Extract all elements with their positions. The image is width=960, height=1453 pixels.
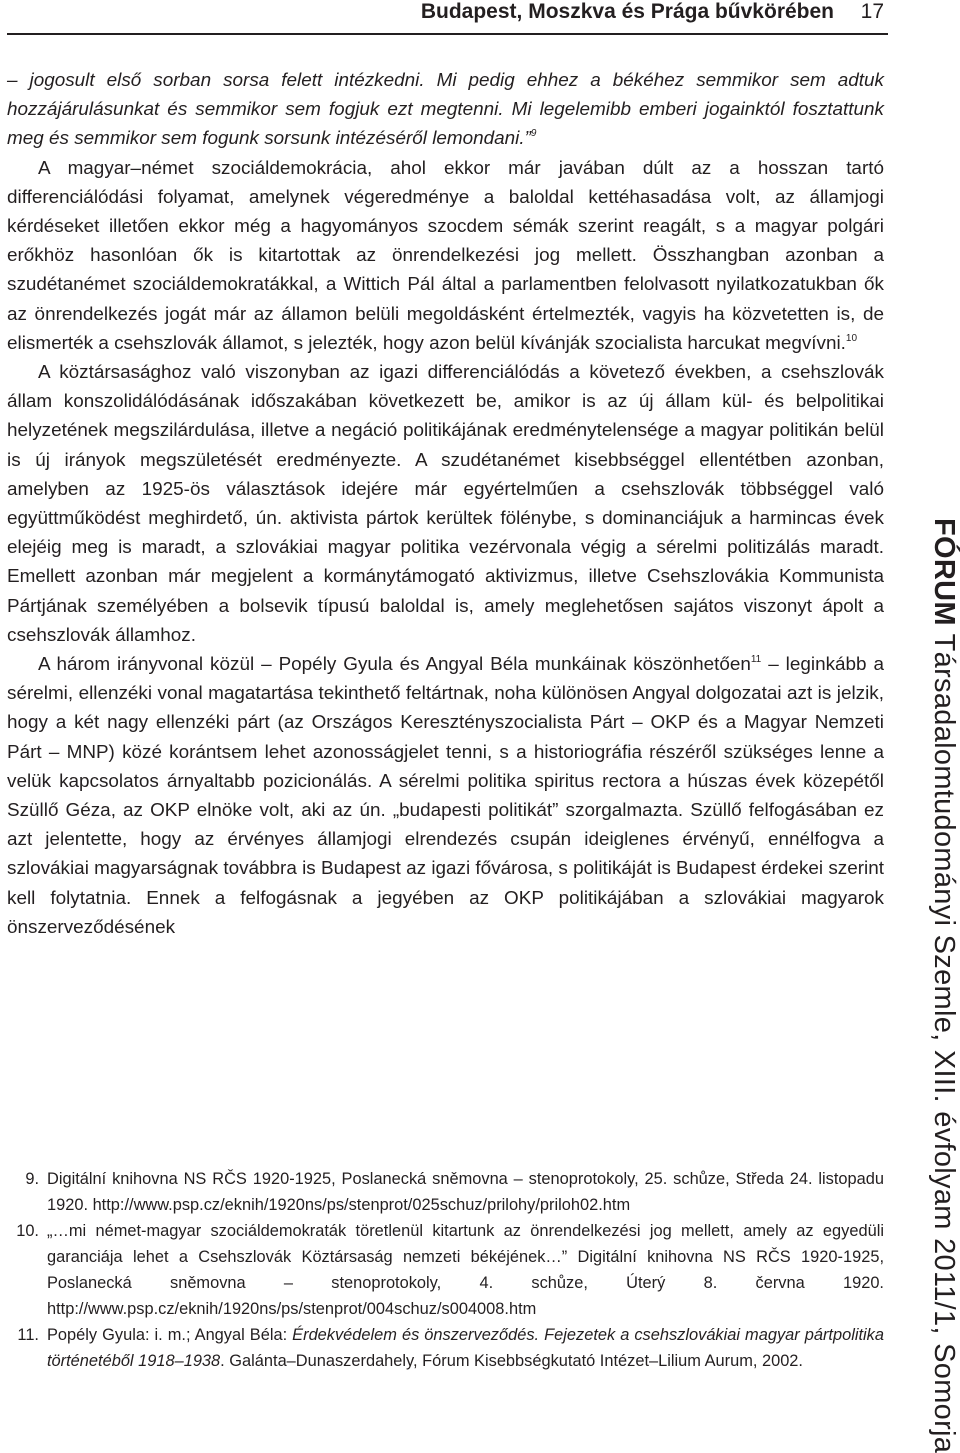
main-text [7, 66, 884, 942]
journal-info: Társadalomtudományi Szemle, XIII. évfolyam 2011/1, Somorja [928, 625, 960, 1453]
footnote-text-continued: . Galánta–Dunaszerdahely, Fórum Kisebbségkutató Intézet–Lilium Aurum, 2002. [220, 1352, 803, 1370]
footnote-number: 10. [16, 1222, 39, 1240]
page-number: 17 [860, 0, 884, 23]
paragraph-text: A három irányvonal közül – Popély Gyula és Angyal Béla munkáinak köszönhetően [38, 654, 751, 676]
footnote-number: 11. [17, 1326, 39, 1344]
footnote-text: Digitální knihovna NS RČS 1920-1925, Poslanecká sněmovna – stenoprotokoly, 25. schůze, Středa 24. listopadu 1920. http://www.psp.cz/eknih/1920ns/ps/stenprot/025schuz/prilohy/priloh02.htm [47, 1170, 884, 1214]
footnote-book-title: Érdekvédelem és önszerveződés. Fejezetek a csehszlovákiai magyar pártpolitika történetéből 1918–1938 [47, 1326, 884, 1370]
paragraph-text-continued: – leginkább a sérelmi, ellenzéki vonal magatartása tekinthető feltártnak, noha különösen Angyal dolgozatai azt is jelzik, hogy a két nagy ellenzéki párt (az Országos Keresztényszocialista Párt – OKP és a Magyar Nemzeti Párt – MNP) közé korántsem lehet azonosságjelet tenni, s a historiográfia részéről szükséges lenne a velük kapcsolatos árnyaltabb pozicionálás. A sérelmi politika spiritus rectora a húszas évek közepétől Szüllő Géza, az OKP elnöke volt, aki az ún. „budapesti politikát” szorgalmazta. Szüllő felfogásában ez azt jelentette, hogy az érvényes államjogi elrendezés csupán ideiglenes érvényű, ennélfogva a szlovákiai magyarságnak továbbra is Budapest az igazi fővárosa, s politikáját is Budapest érdekei szerint kell folytatnia. Ennek a felfogásnak a jegyében az OKP politikájában a szlovákiai magyarok önszerveződésének [7, 654, 884, 938]
footnote-10 [7, 1218, 884, 1322]
footnotes [7, 1166, 884, 1374]
paragraph-republic-relations: A köztársasághoz való viszonyban az igazi differenciálódás a követező években, a csehszlovák állam konszolidálódásának időszakában következett be, amikor is az új állam kül- és belpolitikai helyzetének megszilárdulása, illetve a negáció politikájának eredménytelensége a magyar politikán belül is új irányok megszületését eredményezte. A szudétanémet kisebbséggel ellentétben azonban, amelyben az 1925-ös választások idejére már egyértelműen a csehszlovák többséggel való együttműködést meghirdető, ún. aktivista pártok kerültek fölénybe, s dominanciájuk a harmincas évek elejéig meg is maradt, a szlovákiai magyar politika vezérvonala végig a sérelmi politizálás maradt. Emellett azonban már megjelent a kormánytámogató aktivizmus, illetve Csehszlovákia Kommunista Pártjának személyében a bolsevik típusú baloldal is, amely meglehetősen sajátos viszonyt ápolt a csehszlovák államhoz. [7, 362, 884, 646]
footnote-ref-10[interactable]: 10 [845, 332, 858, 344]
quote-text: – jogosult első sorban sorsa felett intézkedni. Mi pedig ehhez a békéhez semmikor sem adtuk hozzájárulásunkat és semmikor sem fogjuk ezt megtenni. Mi legelemibb emberi jogainktól fosztattunk meg és semmikor sem fogunk sorsunk intézéséről lemondani.” [7, 70, 884, 150]
quote-paragraph [7, 66, 884, 154]
paragraph-text: A magyar–német szociáldemokrácia, ahol ekkor már javában dúlt az a hosszan tartó differenciálódási folyamat, amelynek végeredménye a baloldal kettéhasadása volt, az államjogi kérdéseket illetően ekkor még a hagyományos szocdem sémák szerint reagált, s a magyar polgári erőkhöz hasonlóan ők is kitartottak az önrendelkezési jog mellett. Összhangban azonban a szudétanémet szociáldemokratákkal, a Wittich Pál által a parlamentben felolvasott nyilatkozatukban ők az önrendelkezés jogát már az államon belüli megoldásként értelmezték, vagyis ha közvetetten is, de elismerték a csehszlovák államot, s jelezték, hogy azon belül kívánják szocialista harcukat megvívni. [7, 157, 884, 354]
running-header-title: Budapest, Moszkva és Prága bűvkörében [420, 0, 834, 23]
journal-brand: FÓRUM [928, 518, 960, 626]
footnote-9 [7, 1166, 884, 1218]
footnote-ref-9[interactable]: 9 [530, 128, 537, 140]
paragraph-three-directions [7, 650, 884, 942]
paragraph-social-democracy [7, 154, 884, 358]
footnote-number: 9. [25, 1170, 39, 1188]
footnote-11 [7, 1322, 884, 1374]
header-divider [7, 33, 888, 35]
footnote-text: Popély Gyula: i. m.; Angyal Béla: [47, 1326, 293, 1344]
journal-sidebar [924, 518, 960, 1453]
footnote-text: „…mi német-magyar szociáldemokraták töretlenül kitartunk az önrendelkezési jog mellett, amely az egyedüli garanciája lehet a Csehszlovák Köztársaság nemzeti békéjének…” Digitální knihovna NS RČS 1920-1925, Poslanecká sněmovna – stenoprotokoly, 4. schůze, Úterý 8. června 1920. http://www.psp.cz/eknih/1920ns/ps/stenprot/004schuz/s004008.htm [47, 1222, 884, 1318]
footnote-ref-11[interactable]: 11 [750, 654, 762, 666]
running-header [0, 0, 960, 36]
